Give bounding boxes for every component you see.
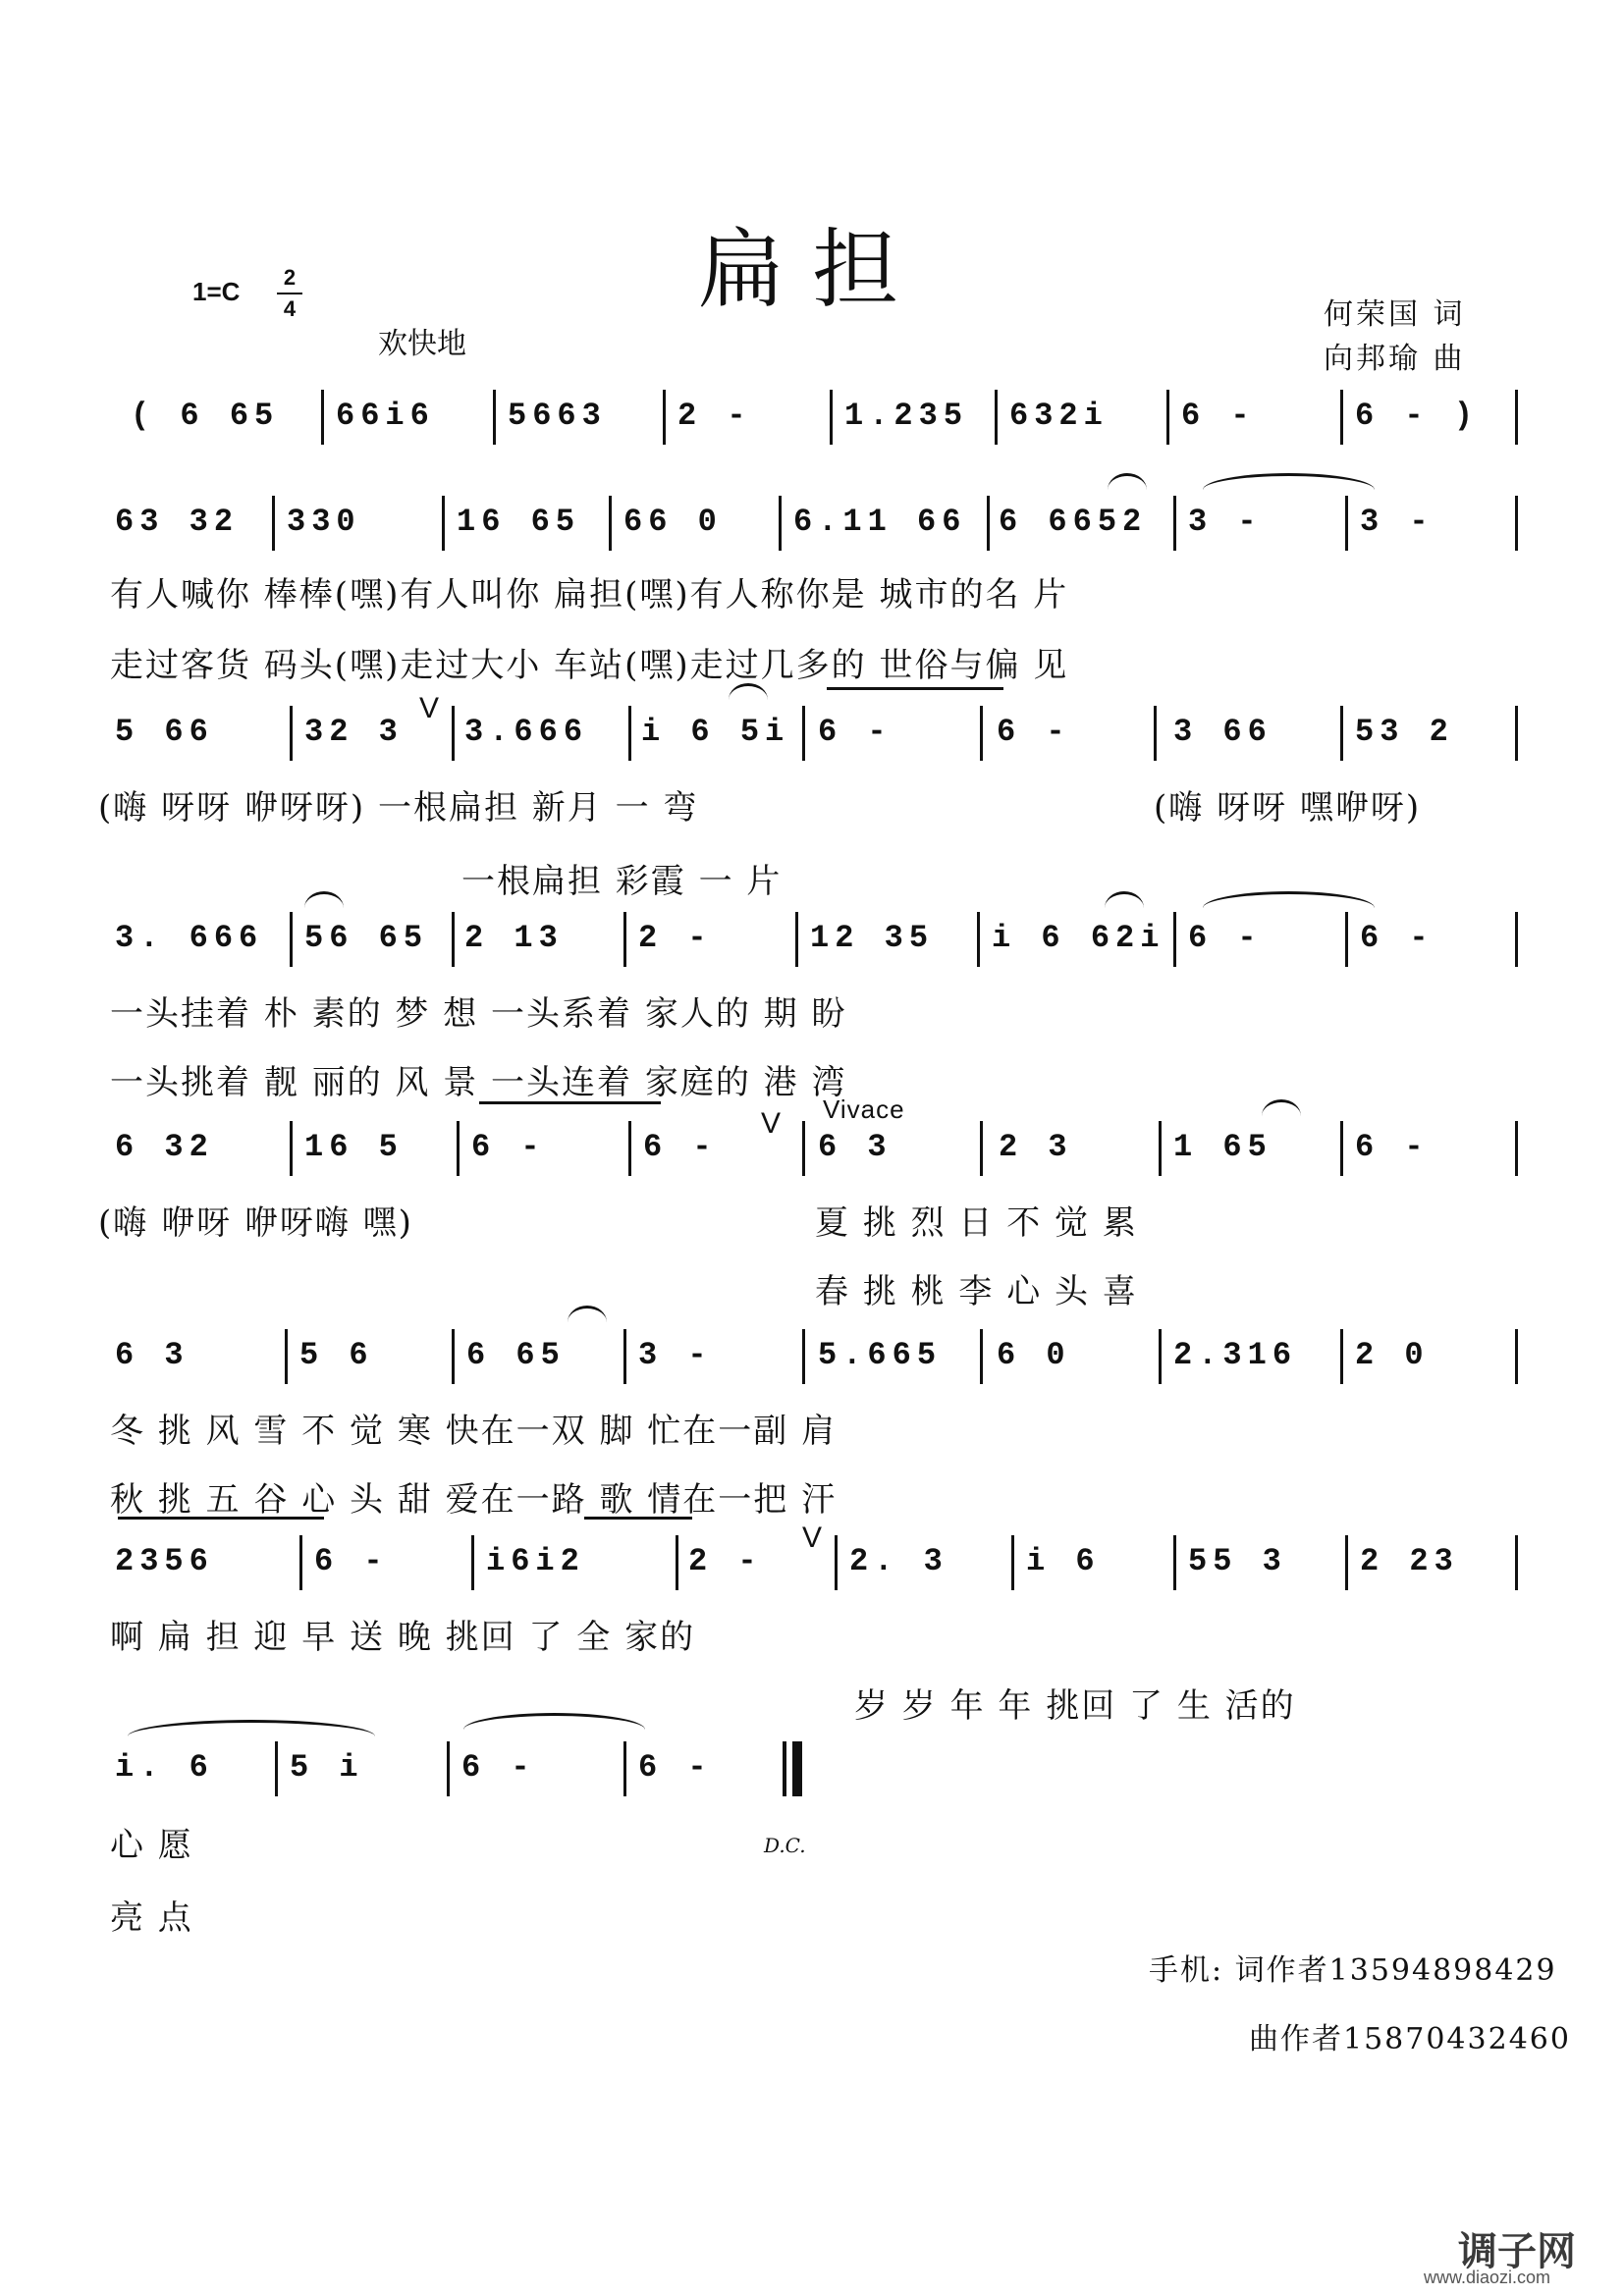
barline xyxy=(290,1121,293,1176)
barline xyxy=(779,496,782,551)
lyric-line: 啊 扁 担 迎 早 送 晚 挑回 了 全 家的 xyxy=(110,1618,696,1657)
measure: 6 - xyxy=(1188,920,1263,956)
measure: 6 32 xyxy=(115,1129,214,1165)
measure: 2356 xyxy=(115,1543,214,1579)
time-signature-top: 2 xyxy=(283,265,297,290)
measure: 6 - xyxy=(818,714,893,750)
staff-system-4 xyxy=(103,910,1522,973)
breath-mark: V xyxy=(802,1522,823,1554)
measure: 2 13 xyxy=(464,920,564,956)
tempo-marking: 欢快地 xyxy=(378,328,466,360)
lyric-line: 春 挑 桃 李 心 头 喜 xyxy=(815,1272,1138,1311)
barline xyxy=(1340,706,1343,761)
measure: 6 - ) xyxy=(1355,398,1480,434)
slur xyxy=(1203,473,1375,490)
measure: i 6 62i xyxy=(992,920,1165,956)
barline xyxy=(1173,912,1176,967)
barline xyxy=(995,390,998,445)
measure: 6 65 xyxy=(466,1337,566,1373)
measure: 330 xyxy=(287,504,361,540)
measure: 6 - xyxy=(1181,398,1256,434)
measure: 6 - xyxy=(461,1749,536,1786)
barline xyxy=(452,912,455,967)
barline xyxy=(1340,1329,1343,1384)
measure: 55 3 xyxy=(1188,1543,1287,1579)
barline xyxy=(1515,912,1518,967)
barline xyxy=(1154,706,1157,761)
measure: 5 66 xyxy=(115,714,214,750)
barline xyxy=(1515,706,1518,761)
slur xyxy=(1203,891,1375,908)
barline xyxy=(1173,496,1176,551)
barline xyxy=(1166,390,1169,445)
barline xyxy=(987,496,990,551)
slur xyxy=(568,1306,607,1322)
barline xyxy=(623,1329,626,1384)
barline xyxy=(1340,1121,1343,1176)
da-capo-marking: D.C. xyxy=(764,1834,806,1857)
barline xyxy=(290,912,293,967)
barline xyxy=(442,496,445,551)
measure: i 6 xyxy=(1026,1543,1101,1579)
measure: 6 - xyxy=(643,1129,718,1165)
measure: 1.235 xyxy=(844,398,969,434)
site-logo: 调子网 xyxy=(1458,2230,1576,2273)
lyric-line: 秋 挑 五 谷 心 头 甜 爱在一路 歌 情在一把 汗 xyxy=(110,1480,838,1520)
measure: 6 6652 xyxy=(999,504,1148,540)
barline xyxy=(663,390,666,445)
measure: 2 0 xyxy=(1355,1337,1430,1373)
measure: 6 - xyxy=(1355,1129,1430,1165)
staff-system-7 xyxy=(103,1522,1522,1596)
time-signature-bottom: 4 xyxy=(283,296,297,321)
barline xyxy=(977,912,980,967)
barline xyxy=(1515,1535,1518,1590)
measure: 16 5 xyxy=(304,1129,404,1165)
measure: 3 66 xyxy=(1173,714,1272,750)
measure: 6 - xyxy=(471,1129,546,1165)
barline xyxy=(452,706,455,761)
measure: 5 6 xyxy=(299,1337,374,1373)
lyric-line: 走过客货 码头(嘿)走过大小 车站(嘿)走过几多的 世俗与偏 见 xyxy=(110,646,1069,685)
barline xyxy=(275,1741,278,1796)
barline xyxy=(452,1329,455,1384)
barline xyxy=(272,496,275,551)
measure: 6 - xyxy=(314,1543,389,1579)
breath-mark: V xyxy=(419,692,440,724)
staff-system-1 xyxy=(103,388,1522,451)
lyric-line: 有人喊你 棒棒(嘿)有人叫你 扁担(嘿)有人称你是 城市的名 片 xyxy=(110,575,1069,614)
measure: 3.666 xyxy=(464,714,589,750)
barline xyxy=(321,390,324,445)
measure: i. 6 xyxy=(115,1749,214,1786)
site-url: www.diaozi.com xyxy=(1424,2268,1551,2287)
barline xyxy=(1345,496,1348,551)
lyric-line: (嗨 呀呀 嘿咿呀) xyxy=(1154,788,1422,828)
barline xyxy=(1159,1121,1162,1176)
staff-system-8 xyxy=(103,1739,1522,1802)
measure: 5 i xyxy=(290,1749,364,1786)
measure: 3 - xyxy=(1360,504,1435,540)
measure: i6i2 xyxy=(486,1543,585,1579)
measure: 1 65 xyxy=(1173,1129,1272,1165)
slur xyxy=(1108,473,1147,490)
measure: 2.316 xyxy=(1173,1337,1298,1373)
final-barline-thick xyxy=(792,1741,802,1796)
measure: ( 6 65 xyxy=(131,398,280,434)
lyric-line: 一根扁担 彩霞 一 片 xyxy=(461,862,783,901)
lyric-line: 冬 挑 风 雪 不 觉 寒 快在一双 脚 忙在一副 肩 xyxy=(110,1412,838,1451)
song-title: 扁担 xyxy=(697,219,926,320)
time-signature-line xyxy=(277,293,302,294)
barline xyxy=(447,1741,450,1796)
measure: 2 - xyxy=(688,1543,763,1579)
barline xyxy=(1515,496,1518,551)
tie-line xyxy=(584,1517,692,1520)
lyric-line: (嗨 呀呀 咿呀呀) 一根扁担 新月 一 弯 xyxy=(98,788,699,828)
lyric-line: 岁 岁 年 年 挑回 了 生 活的 xyxy=(854,1686,1296,1726)
barline xyxy=(457,1121,460,1176)
barline xyxy=(623,1741,626,1796)
lyric-line: 心 愿 xyxy=(110,1826,193,1865)
barline xyxy=(1515,390,1518,445)
slur xyxy=(1262,1099,1301,1116)
barline xyxy=(980,1329,983,1384)
barline xyxy=(795,912,798,967)
barline xyxy=(1159,1329,1162,1384)
measure: 2 23 xyxy=(1360,1543,1459,1579)
measure: 53 2 xyxy=(1355,714,1454,750)
barline xyxy=(290,706,293,761)
barline xyxy=(1345,1535,1348,1590)
measure: 6.11 66 xyxy=(793,504,967,540)
barline xyxy=(493,390,496,445)
measure: 6 - xyxy=(997,714,1071,750)
measure: 5.665 xyxy=(818,1337,943,1373)
measure: 3 - xyxy=(638,1337,713,1373)
lyric-line: (嗨 咿呀 咿呀嗨 嘿) xyxy=(98,1203,413,1243)
barline xyxy=(802,706,805,761)
vivace-marking: Vivace xyxy=(823,1095,905,1124)
lyric-line: 一头挂着 朴 素的 梦 想 一头系着 家人的 期 盼 xyxy=(110,994,847,1034)
barline xyxy=(835,1535,838,1590)
measure: 3. 666 xyxy=(115,920,264,956)
measure: 632i xyxy=(1009,398,1109,434)
measure: 2 3 xyxy=(999,1129,1073,1165)
barline xyxy=(802,1329,805,1384)
measure: 6 3 xyxy=(818,1129,893,1165)
final-barline-thin xyxy=(783,1741,786,1796)
tie-line xyxy=(479,1101,661,1104)
breath-mark: V xyxy=(761,1107,782,1140)
lyric-line: 一头挑着 靓 丽的 风 景 一头连着 家庭的 港 湾 xyxy=(110,1063,847,1102)
measure: 66 0 xyxy=(623,504,723,540)
measure: i 6 5i xyxy=(641,714,790,750)
measure: 56 65 xyxy=(304,920,429,956)
barline xyxy=(299,1535,302,1590)
slur xyxy=(128,1720,375,1736)
measure: 16 65 xyxy=(457,504,581,540)
measure: 2 - xyxy=(677,398,752,434)
barline xyxy=(1340,390,1343,445)
measure: 63 32 xyxy=(115,504,240,540)
barline xyxy=(628,1121,631,1176)
slur xyxy=(463,1713,645,1730)
measure: 6 - xyxy=(638,1749,713,1786)
barline xyxy=(1515,1329,1518,1384)
slur xyxy=(304,891,344,908)
barline xyxy=(802,1121,805,1176)
barline xyxy=(980,1121,983,1176)
measure: 3 - xyxy=(1188,504,1263,540)
measure: 6 - xyxy=(1360,920,1435,956)
lyric-line: 夏 挑 烈 日 不 觉 累 xyxy=(815,1203,1138,1243)
barline xyxy=(285,1329,288,1384)
composer-credit: 向邦瑜 曲 xyxy=(1324,342,1466,376)
lyricist-phone: 手机: 词作者13594898429 xyxy=(1149,1953,1557,1988)
barline xyxy=(623,912,626,967)
composer-phone: 曲作者15870432460 xyxy=(1249,2022,1571,2056)
measure: 6 0 xyxy=(997,1337,1071,1373)
measure: 6 3 xyxy=(115,1337,189,1373)
measure: 2 - xyxy=(638,920,713,956)
barline xyxy=(1515,1121,1518,1176)
barline xyxy=(1173,1535,1176,1590)
barline xyxy=(471,1535,474,1590)
barline xyxy=(980,706,983,761)
staff-system-6 xyxy=(103,1327,1522,1390)
barline xyxy=(609,496,612,551)
measure: 12 35 xyxy=(810,920,935,956)
staff-system-3 xyxy=(103,692,1522,767)
tie-line xyxy=(118,1517,324,1520)
measure: 32 3 xyxy=(304,714,404,750)
measure: 66i6 xyxy=(336,398,435,434)
key-signature: 1=C xyxy=(192,277,241,306)
lyricist-credit: 何荣国 词 xyxy=(1324,297,1466,332)
barline xyxy=(830,390,833,445)
time-signature xyxy=(277,265,302,322)
barline xyxy=(1011,1535,1014,1590)
lyric-line: 亮 点 xyxy=(110,1898,193,1938)
barline xyxy=(628,706,631,761)
measure: 2. 3 xyxy=(849,1543,948,1579)
measure: 5663 xyxy=(508,398,607,434)
slur xyxy=(1105,891,1144,908)
barline xyxy=(1345,912,1348,967)
tie-line xyxy=(827,687,1003,690)
staff-system-2 xyxy=(103,494,1522,557)
barline xyxy=(676,1535,678,1590)
